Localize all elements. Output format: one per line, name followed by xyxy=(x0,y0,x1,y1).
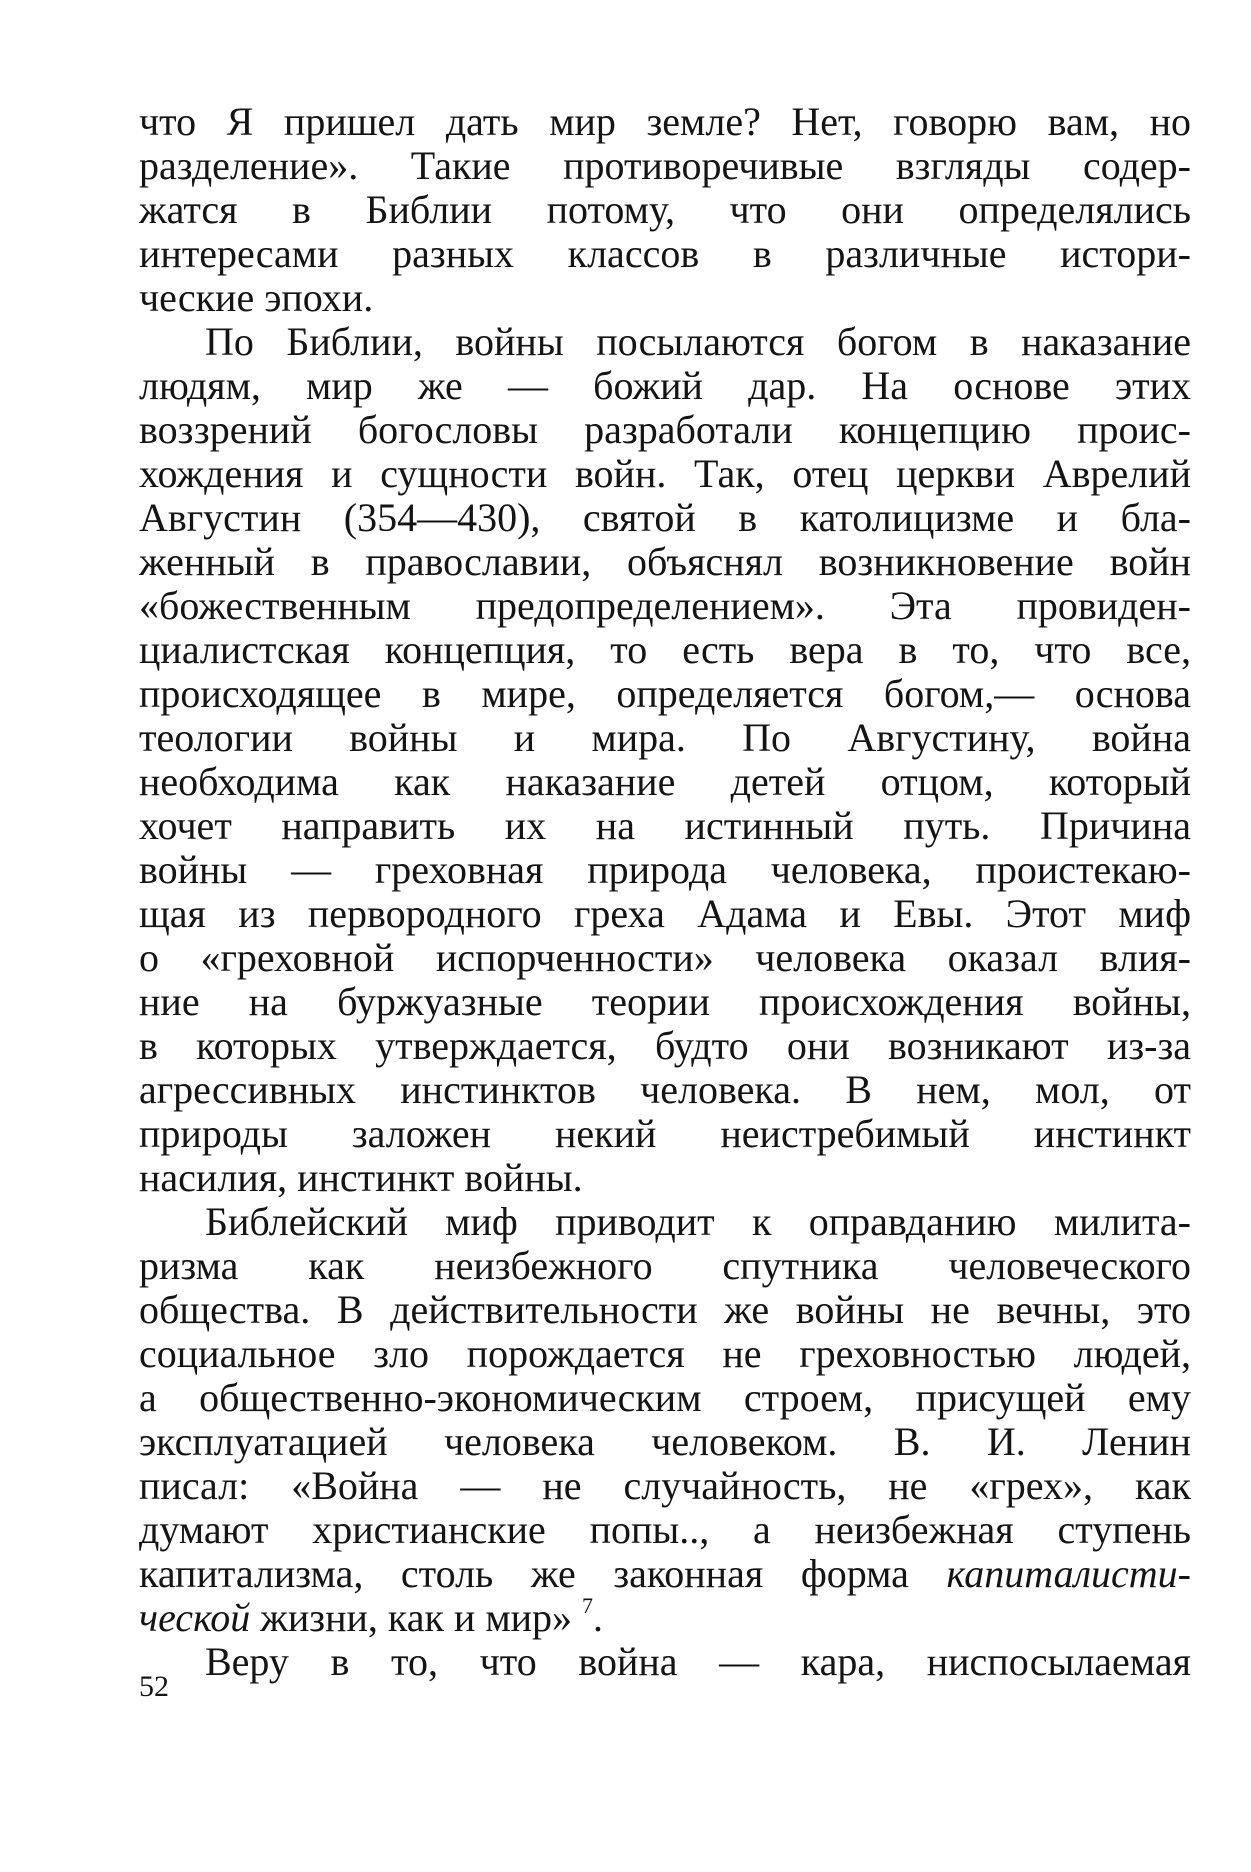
text-line: хочет направить их на истинный путь. Причина xyxy=(139,803,1191,848)
paragraph-3 xyxy=(139,1200,1191,1640)
text-line: Августин (354—430), святой в католицизме и бла- xyxy=(139,495,1191,540)
text-line: жатся в Библии потому, что они определялись xyxy=(139,187,1191,232)
text-line: интересами разных классов в различные истори- xyxy=(139,231,1191,276)
text-line: По Библии, войны посылаются богом в наказание xyxy=(205,319,1191,364)
italic-text: капиталисти- xyxy=(946,1551,1191,1596)
text-line: людям, мир же — божий дар. На основе этих xyxy=(139,363,1191,408)
text-line: а общественно-экономическим строем, присущей ему xyxy=(139,1375,1191,1420)
text-line xyxy=(139,1552,1191,1596)
italic-text: ческой xyxy=(139,1595,251,1640)
text-line: происходящее в мире, определяется богом,— основа xyxy=(139,671,1191,716)
text-line: в которых утверждается, будто они возникают из-за xyxy=(139,1023,1191,1068)
text-line: что Я пришел дать мир земле? Нет, говорю вам, но xyxy=(139,99,1191,144)
text-line: писал: «Война — не случайность, не «грех», как xyxy=(139,1463,1191,1508)
text-segment: капитализма, столь же законная форма xyxy=(139,1551,947,1596)
text-line: Библейский миф приводит к оправданию милита- xyxy=(205,1199,1191,1244)
text-line: социальное зло порождается не греховностью людей, xyxy=(139,1331,1191,1376)
text-line: циалистская концепция, то есть вера в то, что все, xyxy=(139,627,1191,672)
paragraph-4 xyxy=(139,1640,1191,1684)
text-line: «божественным предопределением». Эта провиден- xyxy=(139,583,1191,628)
text-line: эксплуатацией человека человеком. В. И. Ленин xyxy=(139,1419,1191,1464)
text-line: ние на буржуазные теории происхождения войны, xyxy=(139,979,1191,1024)
text-line: о «греховной испорченности» человека оказал влия- xyxy=(139,935,1191,980)
text-line: воззрений богословы разработали концепцию проис- xyxy=(139,407,1191,452)
body-text xyxy=(139,100,1191,1684)
text-line: теологии войны и мира. По Августину, война xyxy=(139,715,1191,760)
paragraph-2 xyxy=(139,320,1191,1200)
text-line: необходима как наказание детей отцом, который xyxy=(139,759,1191,804)
text-line: насилия, инстинкт войны. xyxy=(139,1155,583,1200)
text-line: агрессивных инстинктов человека. В нем, мол, от xyxy=(139,1067,1191,1112)
text-line: женный в православии, объяснял возникновение войн xyxy=(139,539,1191,584)
paragraph-1 xyxy=(139,100,1191,320)
text-line: общества. В действительности же войны не вечны, это xyxy=(139,1287,1191,1332)
text-line: Веру в то, что война — кара, ниспосылаемая xyxy=(205,1639,1191,1684)
text-segment: . xyxy=(593,1595,604,1640)
text-line: войны — греховная природа человека, проистекаю- xyxy=(139,847,1191,892)
text-segment: жизни, как и мир» xyxy=(250,1595,583,1640)
footnote-reference: 7 xyxy=(582,1592,594,1618)
text-line: разделение». Такие противоречивые взгляды содер- xyxy=(139,143,1191,188)
text-line: природы заложен некий неистребимый инстинкт xyxy=(139,1111,1191,1156)
text-line: ческие эпохи. xyxy=(139,275,374,320)
text-line: ризма как неизбежного спутника человеческого xyxy=(139,1243,1191,1288)
page-number: 52 xyxy=(139,1670,169,1703)
text-line: хождения и сущности войн. Так, отец церкви Аврелий xyxy=(139,451,1191,496)
text-line xyxy=(139,1592,1191,1640)
text-line: думают христианские попы.., а неизбежная ступень xyxy=(139,1507,1191,1552)
text-line: щая из первородного греха Адама и Евы. Этот миф xyxy=(139,891,1191,936)
